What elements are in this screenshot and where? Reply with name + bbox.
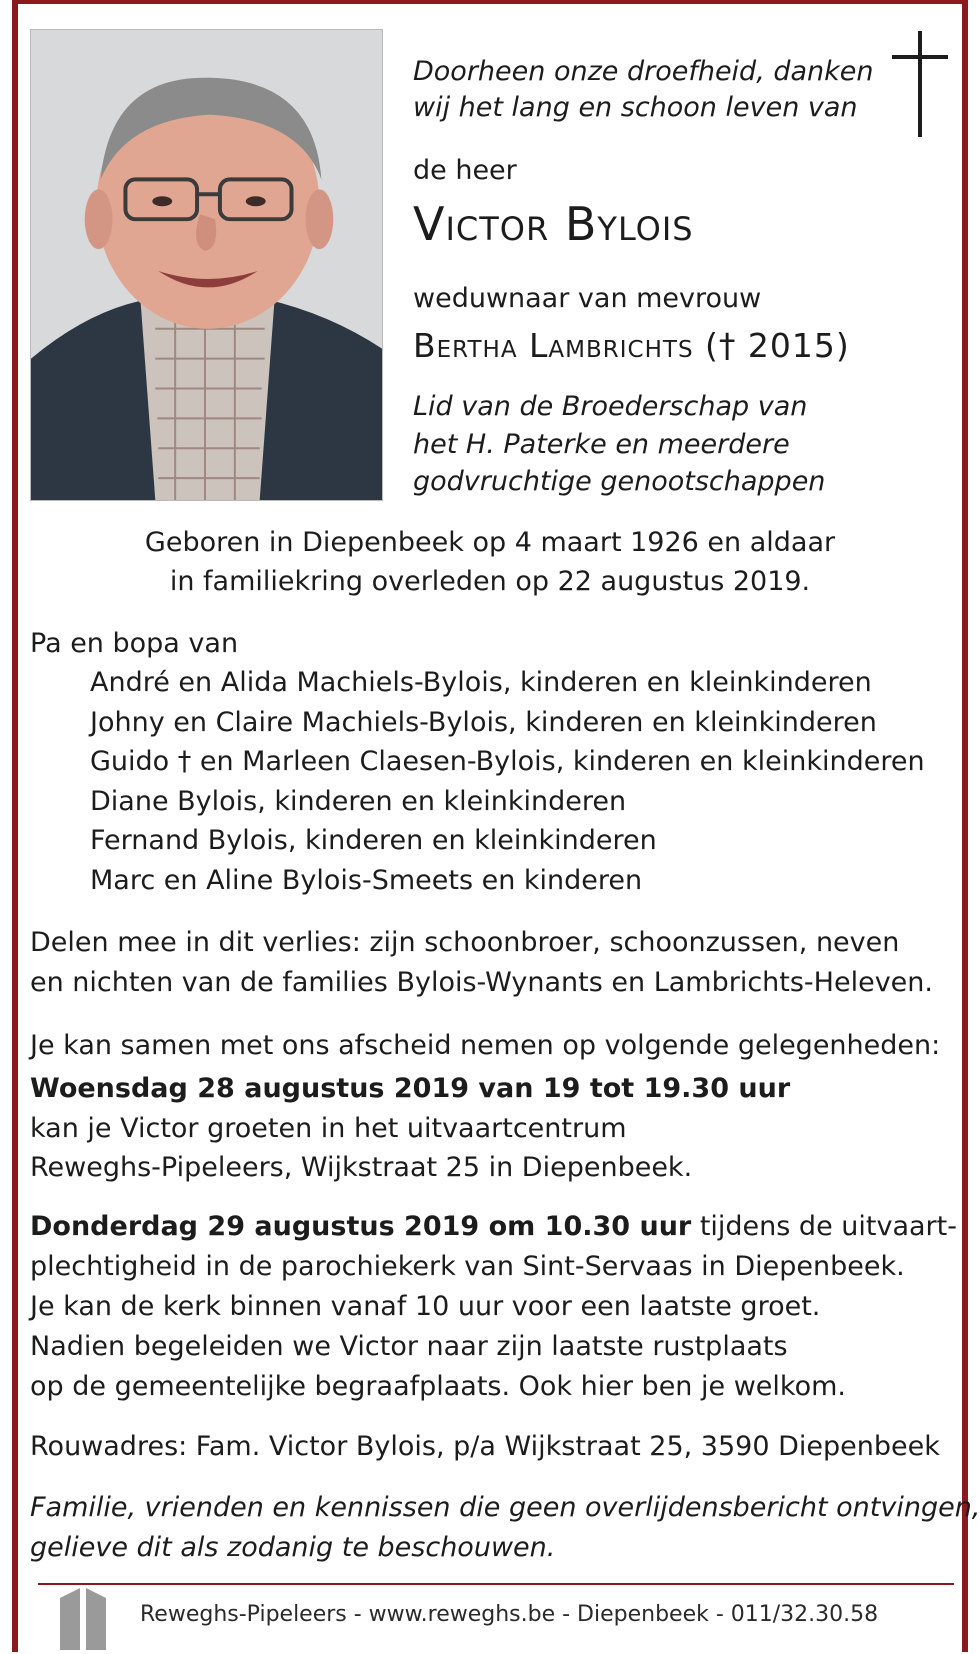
funeral-line-5: op de gemeentelijke begraafplaats. Ook hier ben je welkom. (30, 1371, 846, 1402)
funeral-date: Donderdag 29 augustus 2019 om 10.30 uur (30, 1211, 692, 1242)
intro-line-2: wij het lang en schoon leven van (413, 92, 858, 123)
portrait-photo (30, 29, 383, 501)
footer-rule (38, 1583, 954, 1585)
honorific: de heer (413, 155, 517, 186)
footer-contact: Reweghs-Pipeleers - www.reweghs.be - Diepenbeek - 011/32.30.58 (140, 1602, 879, 1627)
family-member: Johny en Claire Machiels-Bylois, kinderen en kleinkinderen (90, 707, 877, 738)
shared-line-2: en nichten van de families Bylois-Wynants en Lambrichts-Heleven. (30, 967, 933, 998)
latin-cross-icon (890, 29, 950, 139)
family-member: Diane Bylois, kinderen en kleinkinderen (90, 786, 627, 817)
membership-line-3: godvruchtige genootschappen (413, 466, 826, 497)
funeral-line-1 (30, 1209, 957, 1245)
family-heading: Pa en bopa van (30, 628, 239, 659)
funeral-line-3: Je kan de kerk binnen vanaf 10 uur voor een laatste groet. (30, 1291, 821, 1322)
family-member: Marc en Aline Bylois-Smeets en kinderen (90, 865, 643, 896)
family-member: Guido † en Marleen Claesen-Bylois, kinderen en kleinkinderen (90, 746, 925, 777)
intro-line-1: Doorheen onze droefheid, danken (413, 56, 874, 87)
membership-line-1: Lid van de Broederschap van (413, 391, 808, 422)
funeral-home-logo-icon (58, 1584, 110, 1650)
visit-line-1: kan je Victor groeten in het uitvaartcentrum (30, 1113, 627, 1144)
visit-line-2: Reweghs-Pipeleers, Wijkstraat 25 in Diepenbeek. (30, 1152, 693, 1183)
mourning-address: Rouwadres: Fam. Victor Bylois, p/a Wijkstraat 25, 3590 Diepenbeek (30, 1431, 940, 1462)
birth-death-line-1: Geboren in Diepenbeek op 4 maart 1926 en aldaar (144, 527, 836, 558)
membership-line-2: het H. Paterke en meerdere (413, 429, 790, 460)
widower-label: weduwnaar van mevrouw (413, 283, 762, 314)
spouse-name: Bertha Lambrichts († 2015) (413, 326, 850, 365)
family-member: Fernand Bylois, kinderen en kleinkinderen (90, 825, 657, 856)
birth-death-line-2: in familiekring overleden op 22 augustus 2019. (169, 566, 811, 597)
visit-date: Woensdag 28 augustus 2019 van 19 tot 19.30 uur (30, 1073, 791, 1104)
notice-line-2: gelieve dit als zodanig te beschouwen. (30, 1532, 556, 1563)
deceased-name: Victor Bylois (413, 197, 694, 251)
notice-line-1: Familie, vrienden en kennissen die geen overlijdensbericht ontvingen, (30, 1492, 980, 1523)
funeral-line-1-rest: tijdens de uitvaart- (691, 1211, 957, 1242)
funeral-line-2: plechtigheid in de parochiekerk van Sint-Servaas in Diepenbeek. (30, 1251, 905, 1282)
shared-line-1: Delen mee in dit verlies: zijn schoonbroer, schoonzussen, neven (30, 927, 900, 958)
funeral-line-4: Nadien begeleiden we Victor naar zijn laatste rustplaats (30, 1331, 788, 1362)
family-member: André en Alida Machiels-Bylois, kinderen en kleinkinderen (90, 667, 872, 698)
farewell-intro: Je kan samen met ons afscheid nemen op volgende gelegenheden: (30, 1030, 941, 1061)
